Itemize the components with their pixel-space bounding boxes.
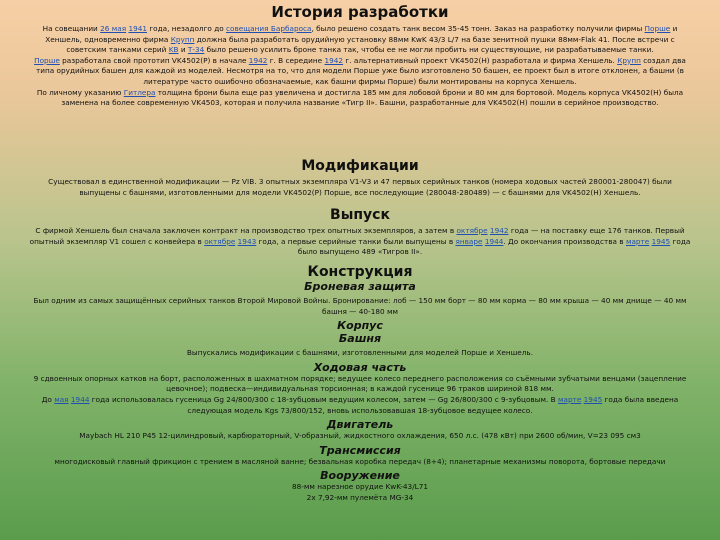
text-run: года использовалась гусеница Gg 24/800/300 с 18-зубцовым ведущим колесом, затем — Gg 26/800/300 с 9-зубцовым. В	[89, 394, 558, 404]
text-run: По личному указанию	[36, 87, 124, 97]
text-run: года, незадолго до	[147, 24, 227, 33]
inline-link[interactable]: 26 мая	[100, 24, 127, 33]
text-run: года было выпущено 489 «Тигров II».	[297, 236, 691, 257]
history-paragraph-3	[28, 88, 692, 109]
text-run: На совещании	[42, 24, 101, 33]
text-run: г. В середине	[267, 55, 325, 65]
running-gear-text-1: 9 сдвоенных опорных катков на борт, расположенных в шахматном порядке; ведущее колесо переднего расположения со съёмными зубчатыми венцами (зацепление цевочное); подвеска—индивидуальная торсионная; в каждой гусенице 96 траков шириной 818 мм.	[33, 373, 687, 394]
armor-title: Броневая защита	[304, 280, 416, 293]
text-run: и	[178, 45, 188, 55]
text-run: С фирмой Хеншель был сначала заключен контракт на производство трех опытных экземпляров, а затем в	[35, 226, 457, 235]
modifications-paragraph: Существовал в единственной модификации — Pz VIB. 3 опытных экземпляра V1-V3 и 47 первых серийных танков (номера ходовых частей 280001-280047) были выпущены с башнями, изготовленными для модели VK4502(P) Порше, все последующие (280048-280489) — с башнями для VK4502(H) Хеншель.	[48, 177, 672, 197]
inline-link[interactable]: октябре	[204, 236, 236, 246]
text-run: г. альтернативный проект VK4502(H) разработала и фирма Хеншель.	[343, 55, 618, 65]
inline-link[interactable]: Крупп	[170, 34, 195, 44]
inline-link[interactable]: январе	[455, 236, 483, 246]
text-run: разработала свой прототип VK4502(P) в начале	[59, 55, 249, 65]
inline-link[interactable]: 1942	[248, 55, 268, 65]
history-paragraph-2	[28, 56, 692, 88]
turret-text: Выпускались модификации с башнями, изготовленными для моделей Порше и Хеншель.	[186, 348, 534, 358]
section-construction	[0, 264, 720, 504]
transmission-title: Трансмиссия	[319, 443, 401, 457]
section-modifications	[0, 158, 720, 198]
production-title: Выпуск	[330, 207, 390, 223]
text-run: . До окончания производства в	[503, 236, 626, 246]
text-run: года, а первые серийные танки были выпущены в	[256, 236, 456, 246]
inline-link[interactable]: KB	[168, 45, 179, 55]
history-paragraph-1	[28, 24, 692, 56]
text-run: толщина брони была еще раз увеличена и достигла 185 мм для лобовой брони и 80 мм для бортовой. Модель корпуса VK4502(H) была заменена на более современную VK4503, которая и получила название «Тигр II». Башни, разработанные для VK4502(H) пошли в серийное производство.	[61, 87, 684, 108]
inline-link[interactable]: 1941	[128, 24, 148, 33]
inline-link[interactable]: Крупп	[617, 55, 641, 65]
engine-title: Двигатель	[326, 418, 394, 432]
construction-title: Конструкция	[307, 264, 413, 280]
inline-link[interactable]: 1944	[70, 394, 90, 404]
running-gear-text-2	[28, 395, 692, 416]
transmission-text: многодисковый главный фрикцион с трением в масляной ванне; безвальная коробка передач (8+4); планетарные механизмы поворота, бортовые передачи	[54, 456, 666, 466]
inline-link[interactable]: Порше	[644, 24, 671, 33]
text-run: должна была разработать орудийную установку 88мм KwK 43/3 L/7 на базе зенитной пушки 88мм-Flak 41. После встречи с советским танками серий	[66, 34, 675, 55]
inline-link[interactable]: октябре	[456, 226, 488, 235]
inline-link[interactable]: 1944	[484, 236, 504, 246]
turret-title: Башня	[338, 332, 382, 346]
inline-link[interactable]: 1942	[489, 226, 509, 235]
inline-link[interactable]: 1943	[237, 236, 257, 246]
running-gear-title: Ходовая часть	[313, 360, 407, 374]
text-run: До	[41, 394, 55, 404]
text-run: года была введена следующая модель Kgs 73/800/152, вновь использовавшая 18-зубцовое ведущее колесо.	[187, 394, 679, 415]
armament-line-2: 2х 7,92-мм пулемёта MG-34	[306, 492, 414, 502]
inline-link[interactable]: марте	[625, 236, 650, 246]
hull-title: Корпус	[337, 319, 383, 333]
armament-title: Вооружение	[320, 469, 400, 483]
text-run: было решено усилить броне танка так, чтобы ее не могли пробить ни существующие, ни разрабатываемые танки.	[204, 45, 654, 55]
inline-link[interactable]: Гитлера	[123, 87, 156, 97]
armor-text: Был одним из самых защищённых серийных танков Второй Мировой Войны. Бронирование: лоб — 150 мм борт — 80 мм корма — 80 мм крыша — 40 мм днище — 40 мм башня — 40-180 мм	[33, 296, 687, 316]
inline-link[interactable]: совещания Барбароса	[226, 24, 312, 33]
text-run: создал два типа орудийных башен для каждой из моделей. Несмотря на то, что для модели Порше уже было изготовлено 50 башен, ее проект был в итоге отклонен, а башни (в литературе часто ошибочно обозначаемые, как башни фирмы Порше) были монтированы на корпуса Хеншель.	[36, 55, 686, 86]
inline-link[interactable]: мая	[54, 394, 69, 404]
production-paragraph	[28, 226, 692, 258]
modifications-title: Модификации	[301, 158, 419, 174]
engine-text: Maybach HL 210 P45 12-цилиндровый, карбюраторный, V-образный, жидкостного охлаждения, 650 л.с. (478 кВт) при 2600 об/мин, V=23 095 см3	[79, 431, 641, 441]
armament-line-1: 88-мм нарезное орудие KwK-43/L71	[291, 482, 429, 492]
inline-link[interactable]: Порше	[34, 55, 60, 65]
text-run: , было решено создать танк весом 35-45 тонн. Заказ на разработку получили фирмы	[311, 24, 645, 33]
inline-link[interactable]: Т-34	[187, 45, 205, 55]
section-production	[0, 207, 720, 258]
inline-link[interactable]: 1945	[651, 236, 671, 246]
section-history	[0, 4, 720, 109]
inline-link[interactable]: 1942	[324, 55, 344, 65]
history-title: История разработки	[271, 3, 449, 21]
inline-link[interactable]: марте	[557, 394, 582, 404]
text-run: года — на поставку еще 176 танков. Первый опытный экземпляр V1 сошел с конвейера в	[29, 226, 685, 246]
text-run: и Хеншель, одновременно фирма	[45, 24, 678, 44]
inline-link[interactable]: 1945	[583, 394, 603, 404]
